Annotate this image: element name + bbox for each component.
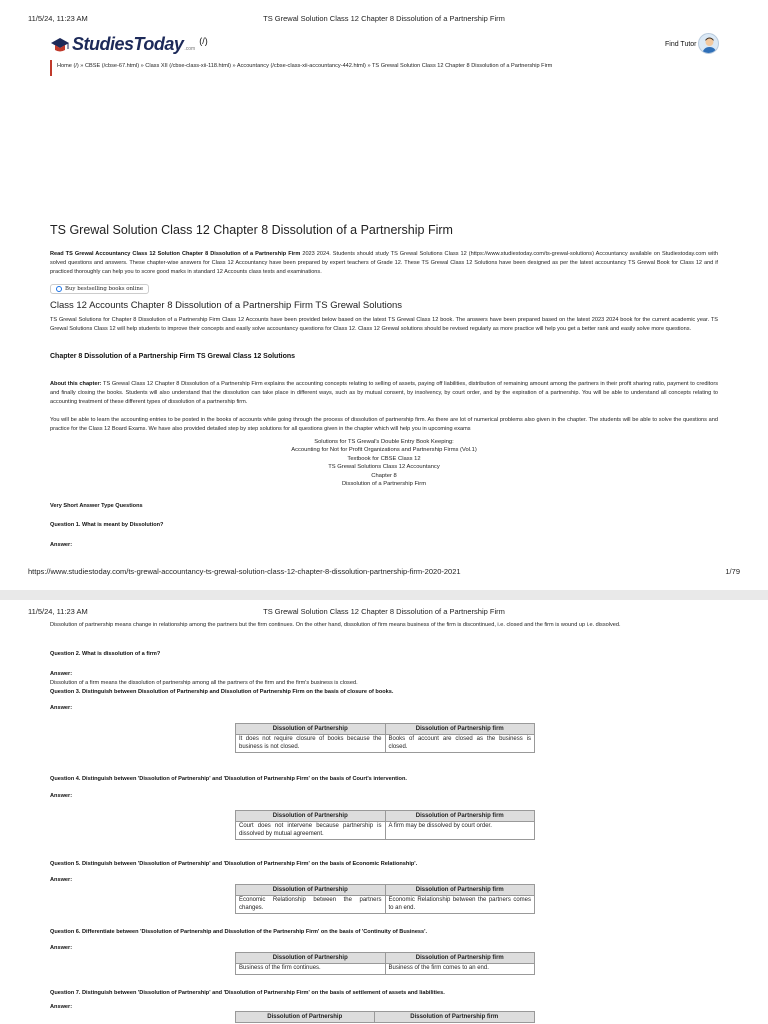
print-footer	[28, 567, 740, 576]
logo-text-today: Today	[133, 34, 184, 54]
col-header: Dissolution of Partnership firm	[385, 811, 535, 822]
print-datetime: 11/5/24, 11:23 AM	[28, 14, 88, 23]
answer-label: Answer:	[50, 877, 73, 883]
answer-2-text: Dissolution of a firm means the dissolution of partnership among all the partners of the firm and the firm's business is closed.	[50, 680, 358, 686]
print-page-number: 1/79	[725, 567, 740, 576]
find-tutor-link[interactable]: Find Tutor	[665, 41, 697, 48]
answer-label: Answer:	[50, 945, 73, 951]
buy-books-chip[interactable]	[50, 284, 149, 294]
col-header: Dissolution of Partnership	[236, 885, 386, 896]
table-cell: Economic Relationship between the partners changes.	[236, 896, 386, 914]
tutor-avatar-icon[interactable]	[698, 33, 719, 54]
logo-link[interactable]: (/)	[199, 35, 208, 46]
question-2: Question 2. What is dissolution of a firm?	[50, 651, 161, 657]
print-datetime: 11/5/24, 11:23 AM	[28, 607, 88, 616]
intro-bold: Read TS Grewal Accountancy Class 12 Solution Chapter 8 Dissolution of a Partnership Firm	[50, 251, 301, 257]
col-header: Dissolution of Partnership	[236, 953, 386, 964]
comparison-table-closure	[235, 723, 535, 753]
answer-label: Answer:	[50, 1004, 73, 1010]
table-cell: Court does not intervene because partnership is dissolved by mutual agreement.	[236, 822, 386, 840]
book-info	[0, 438, 768, 488]
book-info-line: TS Grewal Solutions Class 12 Accountancy	[328, 464, 440, 471]
table-row	[236, 735, 535, 753]
learn-paragraph: You will be able to learn the accounting entries to be posted in the books of accounts while going through the process of dissolution of partnership firm. As there are lot of numerical problems also given in the chapter. The students will be able to solve the questions and practice for the Class 12 Board Exams. We have also provided detailed step by step solutions for all questions given in the chapter which will help you in upcoming exams	[50, 417, 718, 432]
print-title: TS Grewal Solution Class 12 Chapter 8 Dissolution of a Partnership Firm	[263, 14, 505, 23]
book-info-line: Dissolution of a Partnership Firm	[341, 481, 427, 488]
chapter-heading: Chapter 8 Dissolution of a Partnership Firm TS Grewal Class 12 Solutions	[50, 353, 296, 360]
intro-paragraph	[50, 250, 718, 277]
question-5: Question 5. Distinguish between 'Dissolution of Partnership' and 'Dissolution of Partnership Firm' on the basis of Economic Relationship'.	[50, 861, 418, 867]
logo-suffix: .com	[184, 45, 196, 52]
about-text: TS Grewal Class 12 Chapter 8 Dissolution of a Partnership Firm explains the accounting concepts relating to selling of assets, paying off liabilities, distribution of remaining amount among the partners in their profit sharing ratio, payment to creditors and finally closing the books. Students will also understand that the dissolution can take place in different ways, such as by mutual consent, by insolvency, by court order, and by the expiration of a partnership. You will be able to understand all concepts relating to accounting treatment of these different types of dissolution of a partnership firm.	[50, 381, 718, 405]
table-cell: Business of the firm comes to an end.	[385, 964, 535, 975]
question-3: Question 3. Distinguish between Dissolution of Partnership and Dissolution of Partnership Firm on the basis of closure of books.	[50, 689, 394, 695]
logo-text-studies: Studies	[72, 34, 134, 54]
answer-label: Answer:	[50, 671, 73, 677]
vsa-heading: Very Short Answer Type Questions	[50, 503, 143, 509]
buy-books-label: Buy bestselling books online	[65, 286, 144, 292]
book-info-line: Solutions for TS Grewal's Double Entry Book Keeping:	[314, 439, 454, 445]
col-header: Dissolution of Partnership firm	[374, 1012, 534, 1023]
book-info-line: Chapter 8	[371, 472, 397, 479]
table-row	[236, 822, 535, 840]
page-title: TS Grewal Solution Class 12 Chapter 8 Dissolution of a Partnership Firm	[50, 223, 453, 237]
answer-label: Answer:	[50, 793, 73, 799]
section-paragraph: TS Grewal Solutions for Chapter 8 Dissolution of a Partnership Firm Class 12 Accounts have been provided below based on the latest TS Grewal Class 12 book. The answers have been prepared based on the latest 2023 2024 book for the current academic year. TS Grewal Solutions Class 12 will help students to improve their concepts and easily solve accountancy questions for Class 12. Class 12 Grewal solutions should be revised regularly as more practice will help you get a better rank and easily solve more questions.	[50, 317, 718, 332]
about-paragraph	[50, 380, 718, 407]
question-6: Question 6. Differentiate between 'Dissolution of Partnership and Dissolution of the Partnership Firm' on the basis of 'Continuity of Business'.	[50, 929, 428, 935]
table-cell: It does not require closure of books because the business is not closed.	[236, 735, 386, 753]
question-1: Question 1. What is meant by Dissolution?	[50, 522, 164, 528]
table-row	[236, 896, 535, 914]
comparison-table-settlement	[235, 1011, 535, 1023]
col-header: Dissolution of Partnership	[236, 1012, 375, 1023]
col-header: Dissolution of Partnership firm	[385, 953, 535, 964]
book-info-line: Textbook for CBSE Class 12	[347, 455, 421, 462]
col-header: Dissolution of Partnership	[236, 724, 386, 735]
pdf-page-2	[0, 600, 768, 1024]
comparison-table-court	[235, 810, 535, 840]
question-7: Question 7. Distinguish between 'Dissolution of Partnership' and 'Dissolution of Partnership Firm' on the basis of settlement of assets and liabilities.	[50, 990, 445, 996]
print-url: https://www.studiestoday.com/ts-grewal-accountancy-ts-grewal-solution-class-12-chapter-8-dissolution-partnership-firm-2020-2021	[28, 567, 461, 576]
answer-1-text: Dissolution of partnership means change in relationship among the partners but the firm continues. On the other hand, dissolution of firm means business of the firm is discontinued, i.e. closed and the firm is wound up i.e. dissolved.	[50, 622, 621, 628]
table-row	[236, 964, 535, 975]
print-title: TS Grewal Solution Class 12 Chapter 8 Dissolution of a Partnership Firm	[263, 607, 505, 616]
col-header: Dissolution of Partnership firm	[385, 885, 535, 896]
question-4: Question 4. Distinguish between 'Dissolution of Partnership' and 'Dissolution of Partnership Firm' on the basis of Court's intervention.	[50, 776, 407, 782]
table-cell: Books of account are closed as the business is closed.	[385, 735, 535, 753]
col-header: Dissolution of Partnership firm	[385, 724, 535, 735]
breadcrumb[interactable]: Home (/) » CBSE (/cbse-67.html) » Class XII (/cbse-class-xii-118.html) » Accountancy (/cbse-class-xii-accountancy-442.html) » TS Grewal Solution Class 12 Chapter 8 Dissolution of a Partnership Firm	[50, 60, 728, 76]
comparison-table-economic	[235, 884, 535, 914]
section-title: Class 12 Accounts Chapter 8 Dissolution of a Partnership Firm TS Grewal Solutions	[50, 300, 403, 311]
book-info-line: Accounting for Not for Profit Organizations and Partnership Firms (Vol.1)	[291, 447, 477, 454]
table-cell: A firm may be dissolved by court order.	[385, 822, 535, 840]
table-cell: Business of the firm continues.	[236, 964, 386, 975]
site-logo[interactable]	[50, 34, 208, 55]
table-cell: Economic Relationship between the partners comes to an end.	[385, 896, 535, 914]
answer-label: Answer:	[50, 542, 73, 548]
graduation-cap-icon	[50, 35, 70, 55]
col-header: Dissolution of Partnership	[236, 811, 386, 822]
answer-label: Answer:	[50, 705, 73, 711]
comparison-table-continuity	[235, 952, 535, 975]
about-label: About this chapter:	[50, 381, 102, 387]
link-icon	[56, 286, 62, 292]
intro-text: 2023 2024. Students should study TS Grewal Solutions Class 12 (https://www.studiestoday.com/ts-grewal-solutions) Accountancy available on Studiestoday.com with solved questions and answers. These chapter-wise answers for Class 12 Accountancy have been prepared by expert teachers of Grade 12. These TS Grewal Class 12 Solutions have been designed as per the latest accountancy TS Grewal Book for Class 12 and if practiced thoroughly can help you to score good marks in standard 12 Accounts class tests and examinations.	[50, 251, 719, 275]
